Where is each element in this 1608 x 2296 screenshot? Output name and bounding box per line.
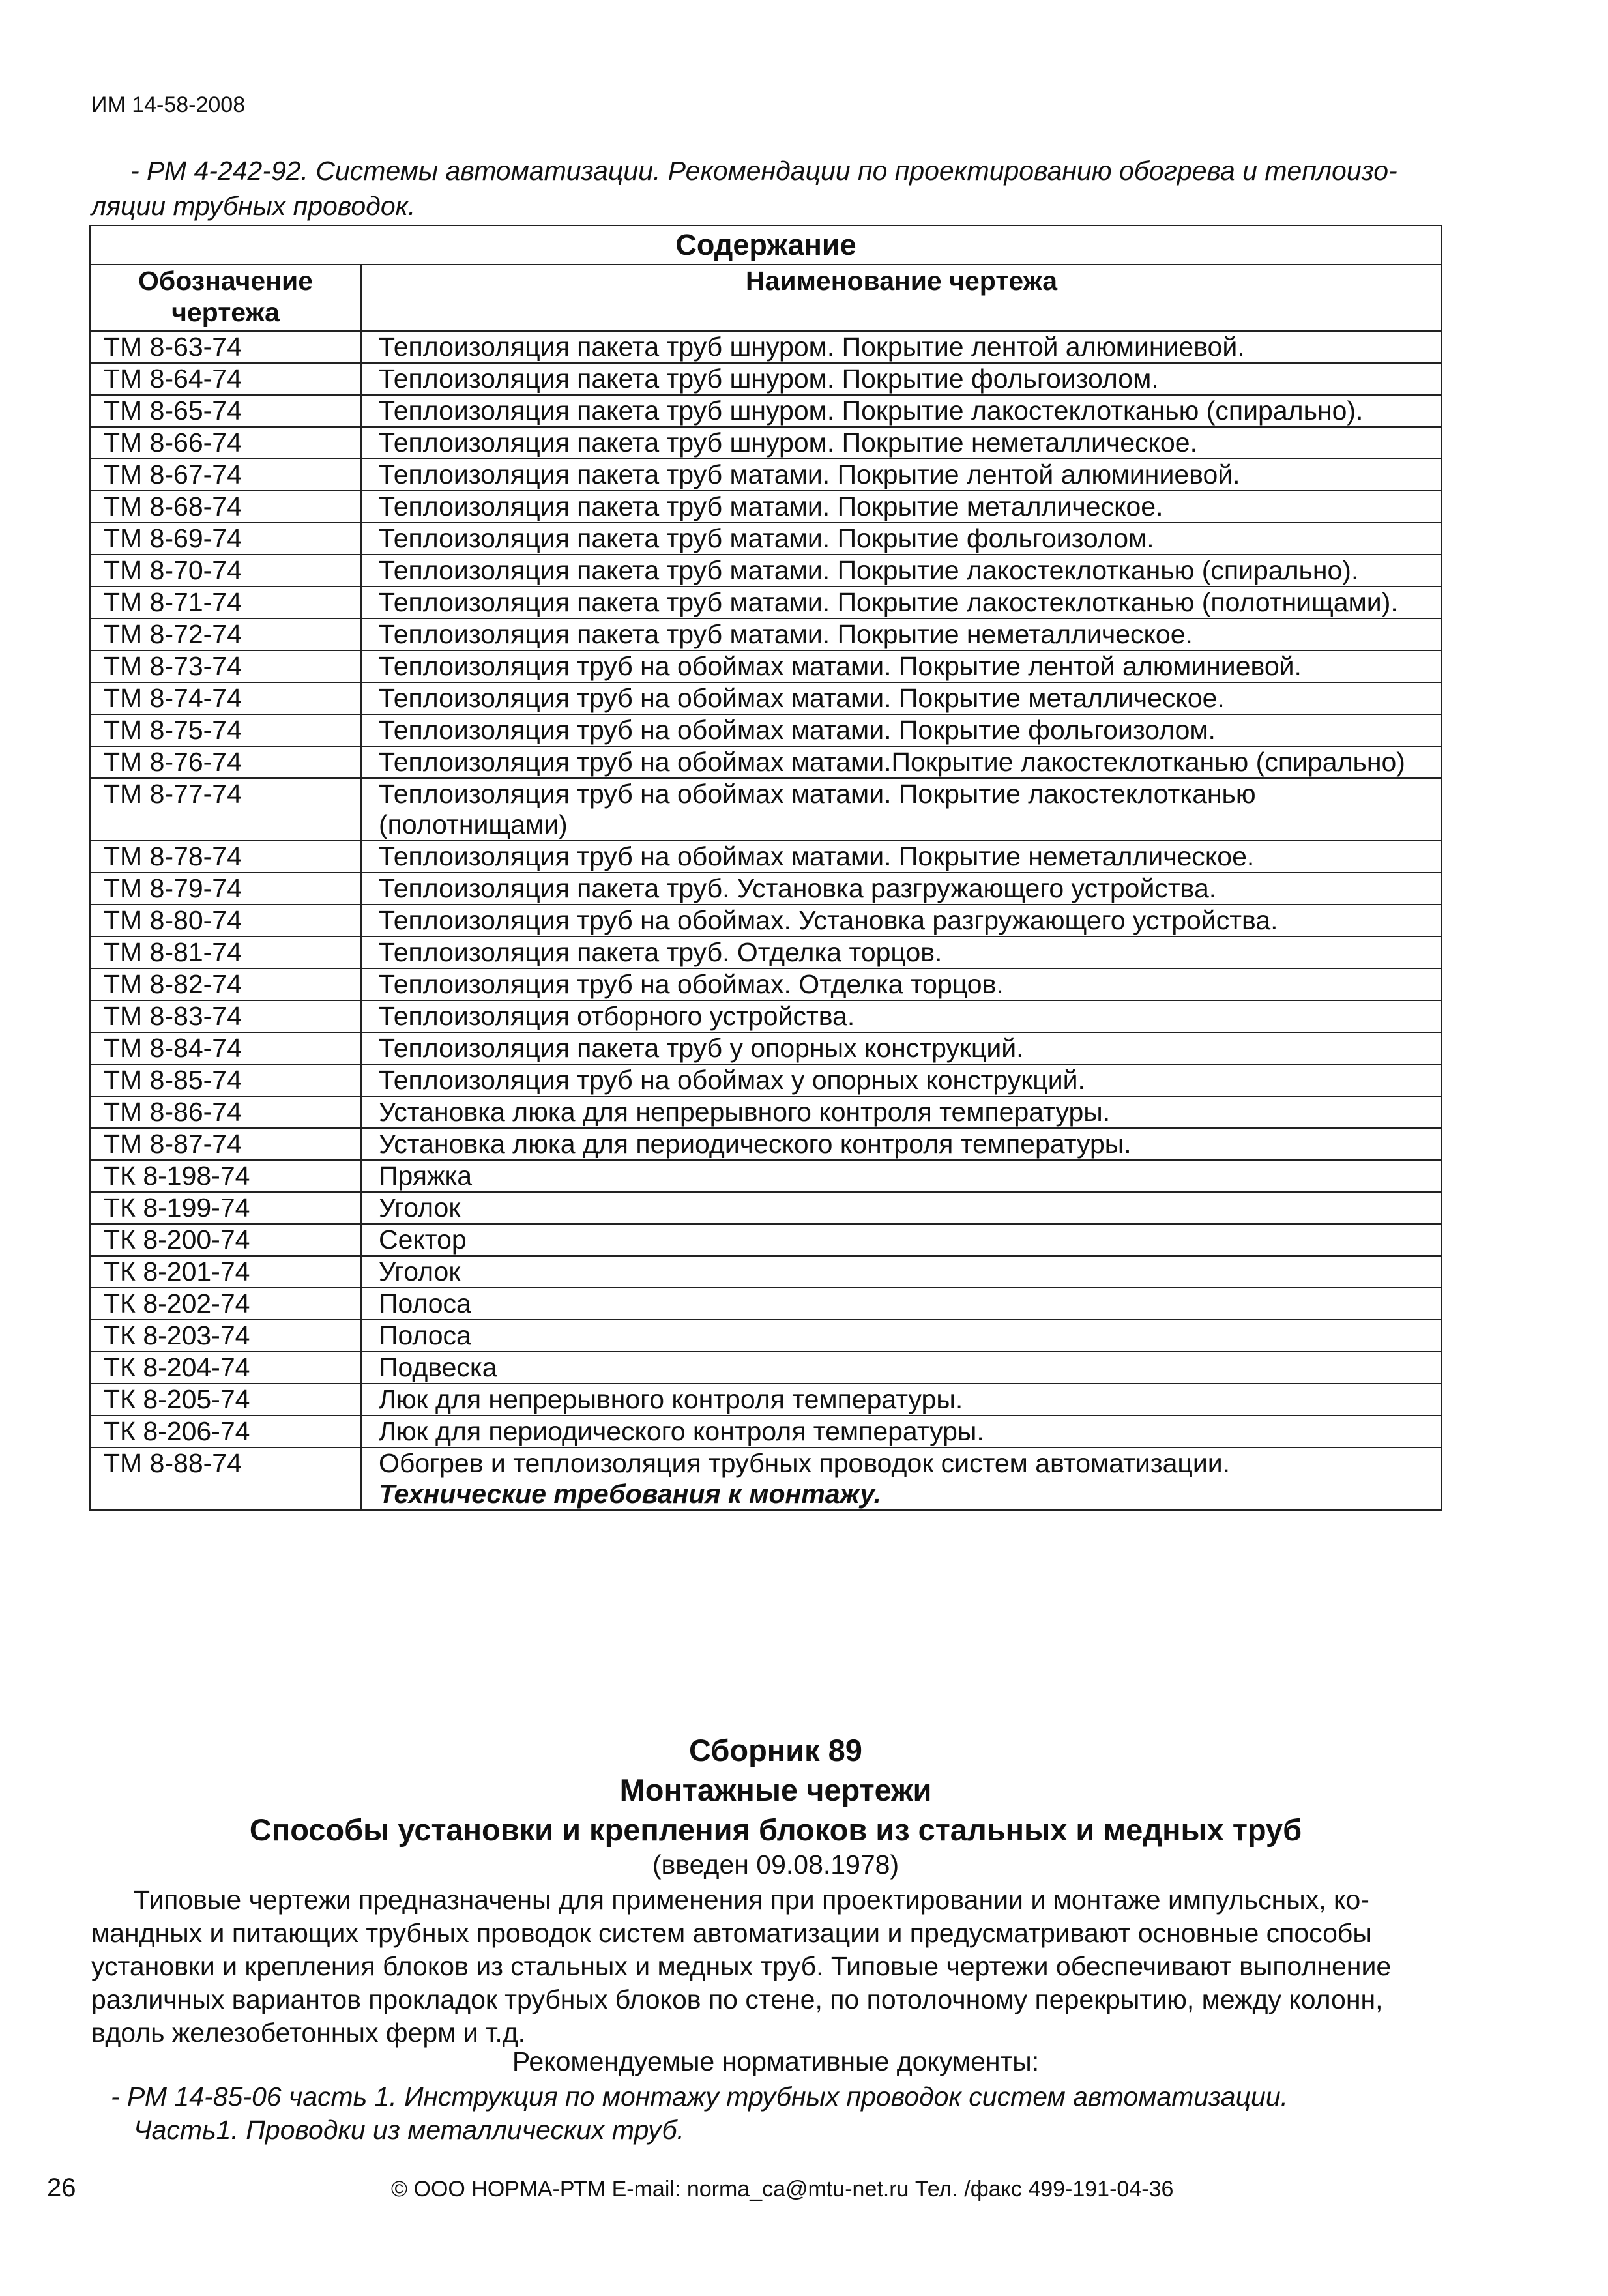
table-row — [90, 1000, 1442, 1032]
drawing-code: ТМ 8-80-74 — [90, 905, 361, 937]
drawing-code: ТМ 8-77-74 — [90, 778, 361, 841]
section-subtitle: Монтажные чертежи — [619, 1773, 932, 1807]
description-line: установки и крепления блоков из стальных и медных труб. Типовые чертежи обеспечивают выполнение — [91, 1951, 1392, 1981]
drawing-code: ТМ 8-82-74 — [90, 968, 361, 1000]
drawing-code: ТК 8-200-74 — [90, 1224, 361, 1256]
table-row — [90, 395, 1442, 427]
drawing-code: ТМ 8-83-74 — [90, 1000, 361, 1032]
table-row — [90, 1192, 1442, 1224]
drawing-code: ТМ 8-64-74 — [90, 363, 361, 395]
drawing-code: ТМ 8-79-74 — [90, 873, 361, 905]
table-row — [90, 1224, 1442, 1256]
drawing-code: ТМ 8-86-74 — [90, 1096, 361, 1128]
table-row — [90, 1256, 1442, 1288]
drawing-name: Теплоизоляция отборного устройства. — [361, 1000, 1442, 1032]
drawing-code: ТМ 8-84-74 — [90, 1032, 361, 1064]
drawing-name: Установка люка для непрерывного контроля температуры. — [361, 1096, 1442, 1128]
column-header-name: Наименование чертежа — [361, 265, 1442, 331]
table-row — [90, 682, 1442, 714]
drawing-name: Теплоизоляция труб на обоймах матами. Покрытие металлическое. — [361, 682, 1442, 714]
drawing-name: Теплоизоляция труб на обоймах матами. Покрытие неметаллическое. — [361, 841, 1442, 873]
document-id: ИМ 14-58-2008 — [91, 93, 246, 117]
page-number: 26 — [47, 2173, 76, 2202]
drawing-name: Подвеска — [361, 1352, 1442, 1384]
drawing-code: ТК 8-206-74 — [90, 1416, 361, 1447]
drawing-code: ТМ 8-88-74 — [90, 1447, 361, 1510]
table-row — [90, 1384, 1442, 1416]
norms-list — [111, 2080, 1414, 2147]
section-heading — [91, 1730, 1460, 1850]
table-row — [90, 1447, 1442, 1510]
table-row — [90, 427, 1442, 459]
table-row — [90, 618, 1442, 650]
drawing-code: ТМ 8-68-74 — [90, 491, 361, 523]
table-row — [90, 523, 1442, 555]
drawing-name: Теплоизоляция пакета труб шнуром. Покрытие неметаллическое. — [361, 427, 1442, 459]
table-row — [90, 587, 1442, 618]
drawing-name: Теплоизоляция пакета труб матами. Покрытие лакостеклотканью (спирально). — [361, 555, 1442, 587]
table-row — [90, 1064, 1442, 1096]
reference-document — [91, 153, 1427, 224]
table-row — [90, 746, 1442, 778]
drawing-name: Установка люка для периодического контроля температуры. — [361, 1128, 1442, 1160]
drawing-code: ТК 8-198-74 — [90, 1160, 361, 1192]
drawing-name: Теплоизоляция труб на обоймах матами.Покрытие лакостеклотканью (спирально) — [361, 746, 1442, 778]
drawing-name-text: Обогрев и теплоизоляция трубных проводок систем автоматизации. — [379, 1448, 1231, 1478]
drawing-name: Теплоизоляция труб на обоймах матами. Покрытие лакостеклотканью (полотнищами) — [361, 778, 1442, 841]
section-description — [91, 1883, 1421, 2050]
drawing-name: Пряжка — [361, 1160, 1442, 1192]
description-line: различных вариантов прокладок трубных блоков по стене, по потолочному перекрытию, между колонн, — [91, 1984, 1383, 2014]
contents-table — [89, 225, 1442, 1511]
table-row — [90, 937, 1442, 968]
drawing-name: Полоса — [361, 1320, 1442, 1352]
drawing-code: ТМ 8-73-74 — [90, 650, 361, 682]
section-title: Сборник 89 — [689, 1733, 862, 1767]
table-row — [90, 714, 1442, 746]
drawing-name: Теплоизоляция пакета труб матами. Покрытие фольгоизолом. — [361, 523, 1442, 555]
footer-copyright: © ООО НОРМА-РТМ E-mail: norma_ca@mtu-net.ru Тел. /факс 499-191-04-36 — [391, 2177, 1174, 2202]
table-row — [90, 331, 1442, 363]
drawing-name: Люк для непрерывного контроля температуры. — [361, 1384, 1442, 1416]
table-row — [90, 1288, 1442, 1320]
norm-item-continuation: Часть1. Проводки из металлических труб. — [134, 2115, 684, 2145]
drawing-code: ТМ 8-76-74 — [90, 746, 361, 778]
table-row — [90, 778, 1442, 841]
drawing-code: ТК 8-201-74 — [90, 1256, 361, 1288]
drawing-code: ТМ 8-69-74 — [90, 523, 361, 555]
introduction-date: (введен 09.08.1978) — [652, 1850, 899, 1880]
drawing-name: Теплоизоляция пакета труб матами. Покрытие лентой алюминиевой. — [361, 459, 1442, 491]
drawing-code: ТК 8-205-74 — [90, 1384, 361, 1416]
table-row — [90, 555, 1442, 587]
drawing-code: ТМ 8-87-74 — [90, 1128, 361, 1160]
drawing-code: ТМ 8-74-74 — [90, 682, 361, 714]
drawing-name: Теплоизоляция пакета труб матами. Покрытие неметаллическое. — [361, 618, 1442, 650]
table-row — [90, 459, 1442, 491]
description-line: Типовые чертежи предназначены для применения при проектировании и монтаже импульсных, ко- — [134, 1885, 1369, 1915]
drawing-code: ТМ 8-71-74 — [90, 587, 361, 618]
reference-line-1: - РМ 4-242-92. Системы автоматизации. Рекомендации по проектированию обогрева и теплоизо- — [130, 156, 1397, 186]
table-row — [90, 873, 1442, 905]
table-row — [90, 968, 1442, 1000]
drawing-name: Теплоизоляция пакета труб шнуром. Покрытие фольгоизолом. — [361, 363, 1442, 395]
drawing-code: ТМ 8-66-74 — [90, 427, 361, 459]
drawing-name: Теплоизоляция пакета труб шнуром. Покрытие лентой алюминиевой. — [361, 331, 1442, 363]
table-row — [90, 491, 1442, 523]
drawing-code: ТМ 8-70-74 — [90, 555, 361, 587]
table-row — [90, 1352, 1442, 1384]
drawing-code: ТМ 8-63-74 — [90, 331, 361, 363]
drawing-name: Теплоизоляция пакета труб шнуром. Покрытие лакостеклотканью (спирально). — [361, 395, 1442, 427]
drawing-name: Сектор — [361, 1224, 1442, 1256]
drawing-name: Полоса — [361, 1288, 1442, 1320]
drawing-code: ТМ 8-81-74 — [90, 937, 361, 968]
norm-item: - РМ 14-85-06 часть 1. Инструкция по монтажу трубных проводок систем автоматизации. — [111, 2082, 1289, 2112]
drawing-name: Теплоизоляция труб на обоймах. Установка разгружающего устройства. — [361, 905, 1442, 937]
table-row — [90, 905, 1442, 937]
drawing-code: ТМ 8-72-74 — [90, 618, 361, 650]
drawing-name: Теплоизоляция пакета труб. Установка разгружающего устройства. — [361, 873, 1442, 905]
table-row — [90, 363, 1442, 395]
drawing-name — [361, 1447, 1442, 1510]
description-line: мандных и питающих трубных проводок систем автоматизации и предусматривают основные способы — [91, 1918, 1372, 1948]
drawing-code: ТК 8-203-74 — [90, 1320, 361, 1352]
drawing-name: Теплоизоляция труб на обоймах матами. Покрытие лентой алюминиевой. — [361, 650, 1442, 682]
table-row — [90, 841, 1442, 873]
table-row — [90, 1032, 1442, 1064]
drawing-code: ТМ 8-75-74 — [90, 714, 361, 746]
table-body — [90, 331, 1442, 1447]
drawing-name-emphasis: Технические требования к монтажу. — [379, 1479, 881, 1509]
description-line: вдоль железобетонных ферм и т.д. — [91, 2018, 526, 2048]
drawing-name: Уголок — [361, 1256, 1442, 1288]
drawing-code: ТМ 8-67-74 — [90, 459, 361, 491]
drawing-name: Люк для периодического контроля температуры. — [361, 1416, 1442, 1447]
drawing-code: ТМ 8-65-74 — [90, 395, 361, 427]
drawing-name: Уголок — [361, 1192, 1442, 1224]
drawing-code: ТК 8-199-74 — [90, 1192, 361, 1224]
table-title: Содержание — [90, 225, 1442, 265]
drawing-name: Теплоизоляция труб на обоймах матами. Покрытие фольгоизолом. — [361, 714, 1442, 746]
table-row — [90, 1096, 1442, 1128]
section-topic: Способы установки и крепления блоков из стальных и медных труб — [249, 1812, 1302, 1847]
table-row — [90, 1160, 1442, 1192]
drawing-code: ТК 8-202-74 — [90, 1288, 361, 1320]
column-header-code: Обозначение чертежа — [90, 265, 361, 331]
drawing-name: Теплоизоляция пакета труб матами. Покрытие металлическое. — [361, 491, 1442, 523]
drawing-name: Теплоизоляция труб на обоймах. Отделка торцов. — [361, 968, 1442, 1000]
table-row — [90, 1320, 1442, 1352]
drawing-name: Теплоизоляция пакета труб. Отделка торцов. — [361, 937, 1442, 968]
drawing-name: Теплоизоляция труб на обоймах у опорных конструкций. — [361, 1064, 1442, 1096]
drawing-code: ТК 8-204-74 — [90, 1352, 361, 1384]
reference-line-2: ляции трубных проводок. — [91, 191, 416, 221]
drawing-name: Теплоизоляция пакета труб матами. Покрытие лакостеклотканью (полотнищами). — [361, 587, 1442, 618]
norms-title: Рекомендуемые нормативные документы: — [512, 2046, 1040, 2076]
drawing-code: ТМ 8-85-74 — [90, 1064, 361, 1096]
table-row — [90, 1128, 1442, 1160]
table-row — [90, 650, 1442, 682]
drawing-name: Теплоизоляция пакета труб у опорных конструкций. — [361, 1032, 1442, 1064]
table-row — [90, 1416, 1442, 1447]
drawing-code: ТМ 8-78-74 — [90, 841, 361, 873]
